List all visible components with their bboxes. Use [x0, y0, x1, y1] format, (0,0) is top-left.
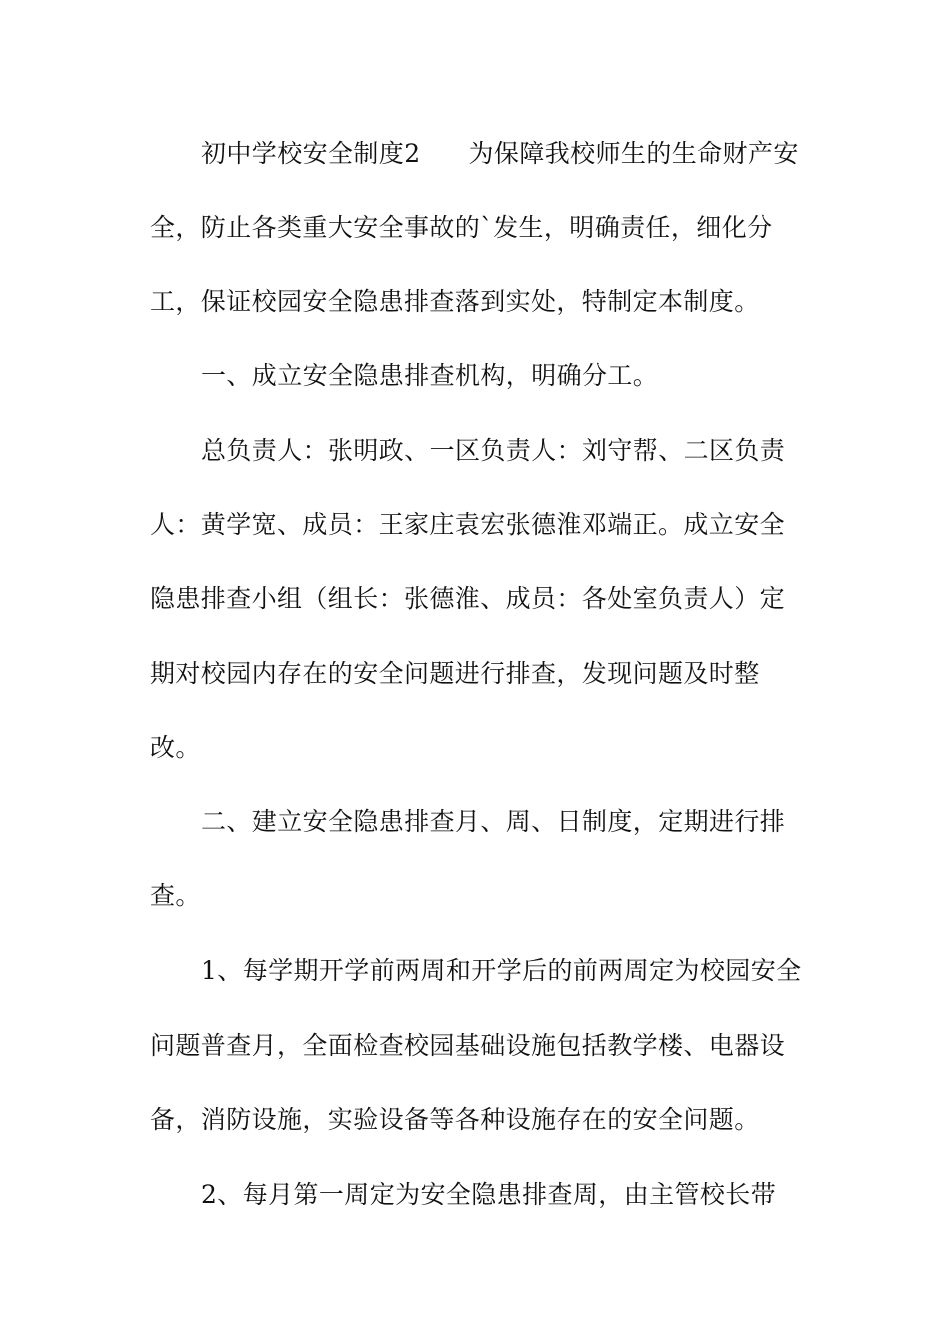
document-line-6: 人：黄学宽、成员：王家庄袁宏张德淮邓端正。成立安全 [150, 510, 786, 539]
section-heading-2: 二、建立安全隐患排查月、周、日制度，定期进行排 [201, 807, 786, 836]
intro-text: 为保障我校师生的生命财产安 [468, 139, 799, 168]
document-line-15: 2、每月第一周定为安全隐患排查周，由主管校长带 [201, 1180, 777, 1209]
document-line-14: 备，消防设施，实验设备等各种设施存在的安全问题。 [150, 1105, 760, 1134]
document-line-11: 查。 [150, 881, 201, 910]
document-line-2: 全，防止各类重大安全事故的`发生，明确责任，细化分 [150, 213, 773, 242]
document-line-9: 改。 [150, 733, 201, 762]
document-line-13: 问题普查月，全面检查校园基础设施包括教学楼、电器设 [150, 1031, 786, 1060]
document-line-12: 1、每学期开学前两周和开学后的前两周定为校园安全 [201, 956, 802, 985]
document-line-8: 期对校园内存在的安全问题进行排查，发现问题及时整 [150, 659, 760, 688]
document-line-3: 工，保证校园安全隐患排查落到实处，特制定本制度。 [150, 287, 760, 316]
document-line-5: 总负责人：张明政、一区负责人：刘守帮、二区负责 [201, 436, 786, 465]
document-line-1 [201, 134, 881, 174]
document-line-7: 隐患排查小组（组长：张德淮、成员：各处室负责人）定 [150, 584, 786, 613]
section-heading-1: 一、成立安全隐患排查机构，明确分工。 [201, 361, 659, 390]
document-title: 初中学校安全制度2 [201, 139, 421, 168]
